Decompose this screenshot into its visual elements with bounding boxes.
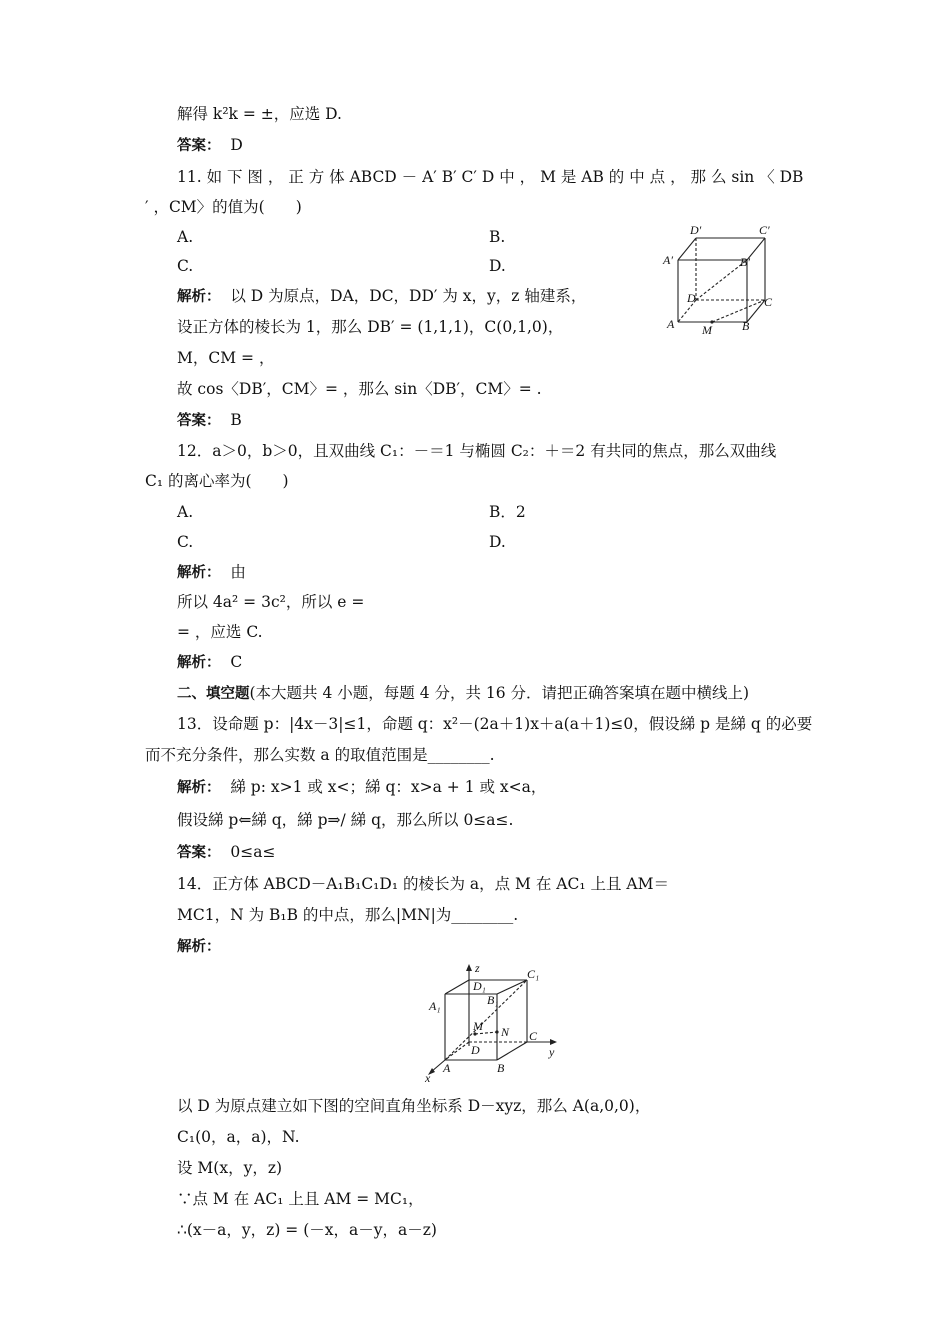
fig1-label: A bbox=[667, 317, 675, 331]
question-13: 13．设命题 p：|4x－3|≤1，命题 q：x²－(2a＋1)x＋a(a＋1)≤0，假设綈 p 是綈 q 的必要 bbox=[177, 715, 813, 733]
fig2-label: D bbox=[471, 1043, 480, 1057]
solution-11: 解析： 以 D 为原点，DA，DC，DD′ 为 x，y，z 轴建系， bbox=[177, 287, 587, 305]
option-b: B. bbox=[489, 228, 506, 246]
text-line: 设 M(x，y，z) bbox=[177, 1159, 283, 1177]
fig2-label: B₁ bbox=[487, 993, 499, 1007]
fig1-label: D bbox=[687, 291, 696, 305]
solution-12: 解析： 由 bbox=[177, 563, 246, 581]
text-line: 以 D 为原点建立如下图的空间直角坐标系 D－xyz，那么 A(a,0,0)， bbox=[177, 1097, 651, 1115]
solution-12-answer: 解析： C bbox=[177, 653, 243, 671]
option-b: B．2 bbox=[489, 503, 526, 521]
fig2-label: z bbox=[475, 962, 480, 975]
text-line: 解得 k²k = ±，应选 D. bbox=[177, 105, 342, 123]
fig1-label: A′ bbox=[663, 253, 673, 267]
fig2-label: C₁ bbox=[527, 967, 540, 981]
section-heading: 二、填空题(本大题共 4 小题，每题 4 分，共 16 分．请把正确答案填在题中横线上) bbox=[177, 684, 750, 702]
option-d: D. bbox=[489, 533, 506, 551]
option-a: A. bbox=[177, 503, 194, 521]
answer-label: 答案： 0≤a≤ bbox=[177, 843, 276, 861]
fig1-label: B′ bbox=[740, 255, 750, 269]
text-line: 所以 4a² = 3c²，所以 e = bbox=[177, 593, 365, 611]
text-line: = ，应选 C. bbox=[177, 623, 263, 641]
text-line: C₁(0，a，a)，N. bbox=[177, 1128, 300, 1146]
fig1-label: B bbox=[742, 319, 750, 333]
text-line: 假设綈 p⇐綈 q，綈 p⇒/ 綈 q，那么所以 0≤a≤. bbox=[177, 811, 514, 829]
question-12-cont: C₁ 的离心率为( ) bbox=[145, 472, 289, 490]
question-14: 14．正方体 ABCD－A₁B₁C₁D₁ 的棱长为 a，点 M 在 AC₁ 上且 AM＝ bbox=[177, 875, 669, 893]
question-13-cont: 而不充分条件，那么实数 a 的取值范围是________. bbox=[145, 746, 495, 764]
question-11: 11. 如 下 图 ， 正 方 体 ABCD － A′ B′ C′ D 中 ， M 是 AB 的 中 点 ， 那 么 sin 〈 DB bbox=[177, 168, 804, 186]
option-d: D. bbox=[489, 257, 506, 275]
fig1-label: D′ bbox=[690, 223, 702, 237]
fig2-label: B bbox=[497, 1061, 505, 1075]
cube-figure-1 bbox=[660, 222, 780, 340]
solution-14: 解析： bbox=[177, 939, 221, 955]
text-line: ∴(x－a，y，z) = (－x，a－y，a－z) bbox=[177, 1221, 437, 1239]
fig1-label: C bbox=[764, 295, 773, 309]
fig2-label: y bbox=[549, 1045, 555, 1059]
fig2-label: M bbox=[473, 1019, 483, 1033]
option-a: A. bbox=[177, 228, 194, 246]
cube-figure-2 bbox=[423, 962, 563, 1086]
fig2-label: A₁ bbox=[429, 999, 441, 1013]
fig1-label: C′ bbox=[759, 223, 770, 237]
fig2-label: x bbox=[425, 1071, 431, 1085]
text-line: ∵点 M 在 AC₁ 上且 AM = MC₁， bbox=[177, 1190, 424, 1208]
answer-label: 答案： B bbox=[177, 411, 242, 429]
fig2-label: C bbox=[529, 1029, 538, 1043]
fig1-label: M bbox=[702, 323, 712, 337]
question-14-cont: MC1，N 为 B₁B 的中点，那么|MN|为________. bbox=[177, 906, 519, 924]
question-12: 12．a＞0，b＞0，且双曲线 C₁：－＝1 与椭圆 C₂：＋＝2 有共同的焦点，那么双曲线 bbox=[177, 442, 777, 460]
question-11-cont: ′ ，CM〉的值为( ) bbox=[145, 198, 302, 216]
text-line: 设正方体的棱长为 1，那么 DB′ = (1,1,1)，C(0,1,0)， bbox=[177, 318, 564, 336]
fig2-label: A bbox=[443, 1061, 451, 1075]
text-line: M，CM = ， bbox=[177, 349, 275, 367]
option-c: C. bbox=[177, 257, 194, 275]
option-c: C. bbox=[177, 533, 194, 551]
fig2-label: D₁ bbox=[473, 979, 486, 993]
text-line: 故 cos〈DB′，CM〉= ，那么 sin〈DB′，CM〉= . bbox=[177, 380, 542, 398]
solution-13: 解析： 綈 p: x>1 或 x<；綈 q：x>a + 1 或 x<a， bbox=[177, 778, 547, 796]
fig2-label: N bbox=[501, 1025, 510, 1039]
answer-label: 答案： D bbox=[177, 136, 243, 154]
